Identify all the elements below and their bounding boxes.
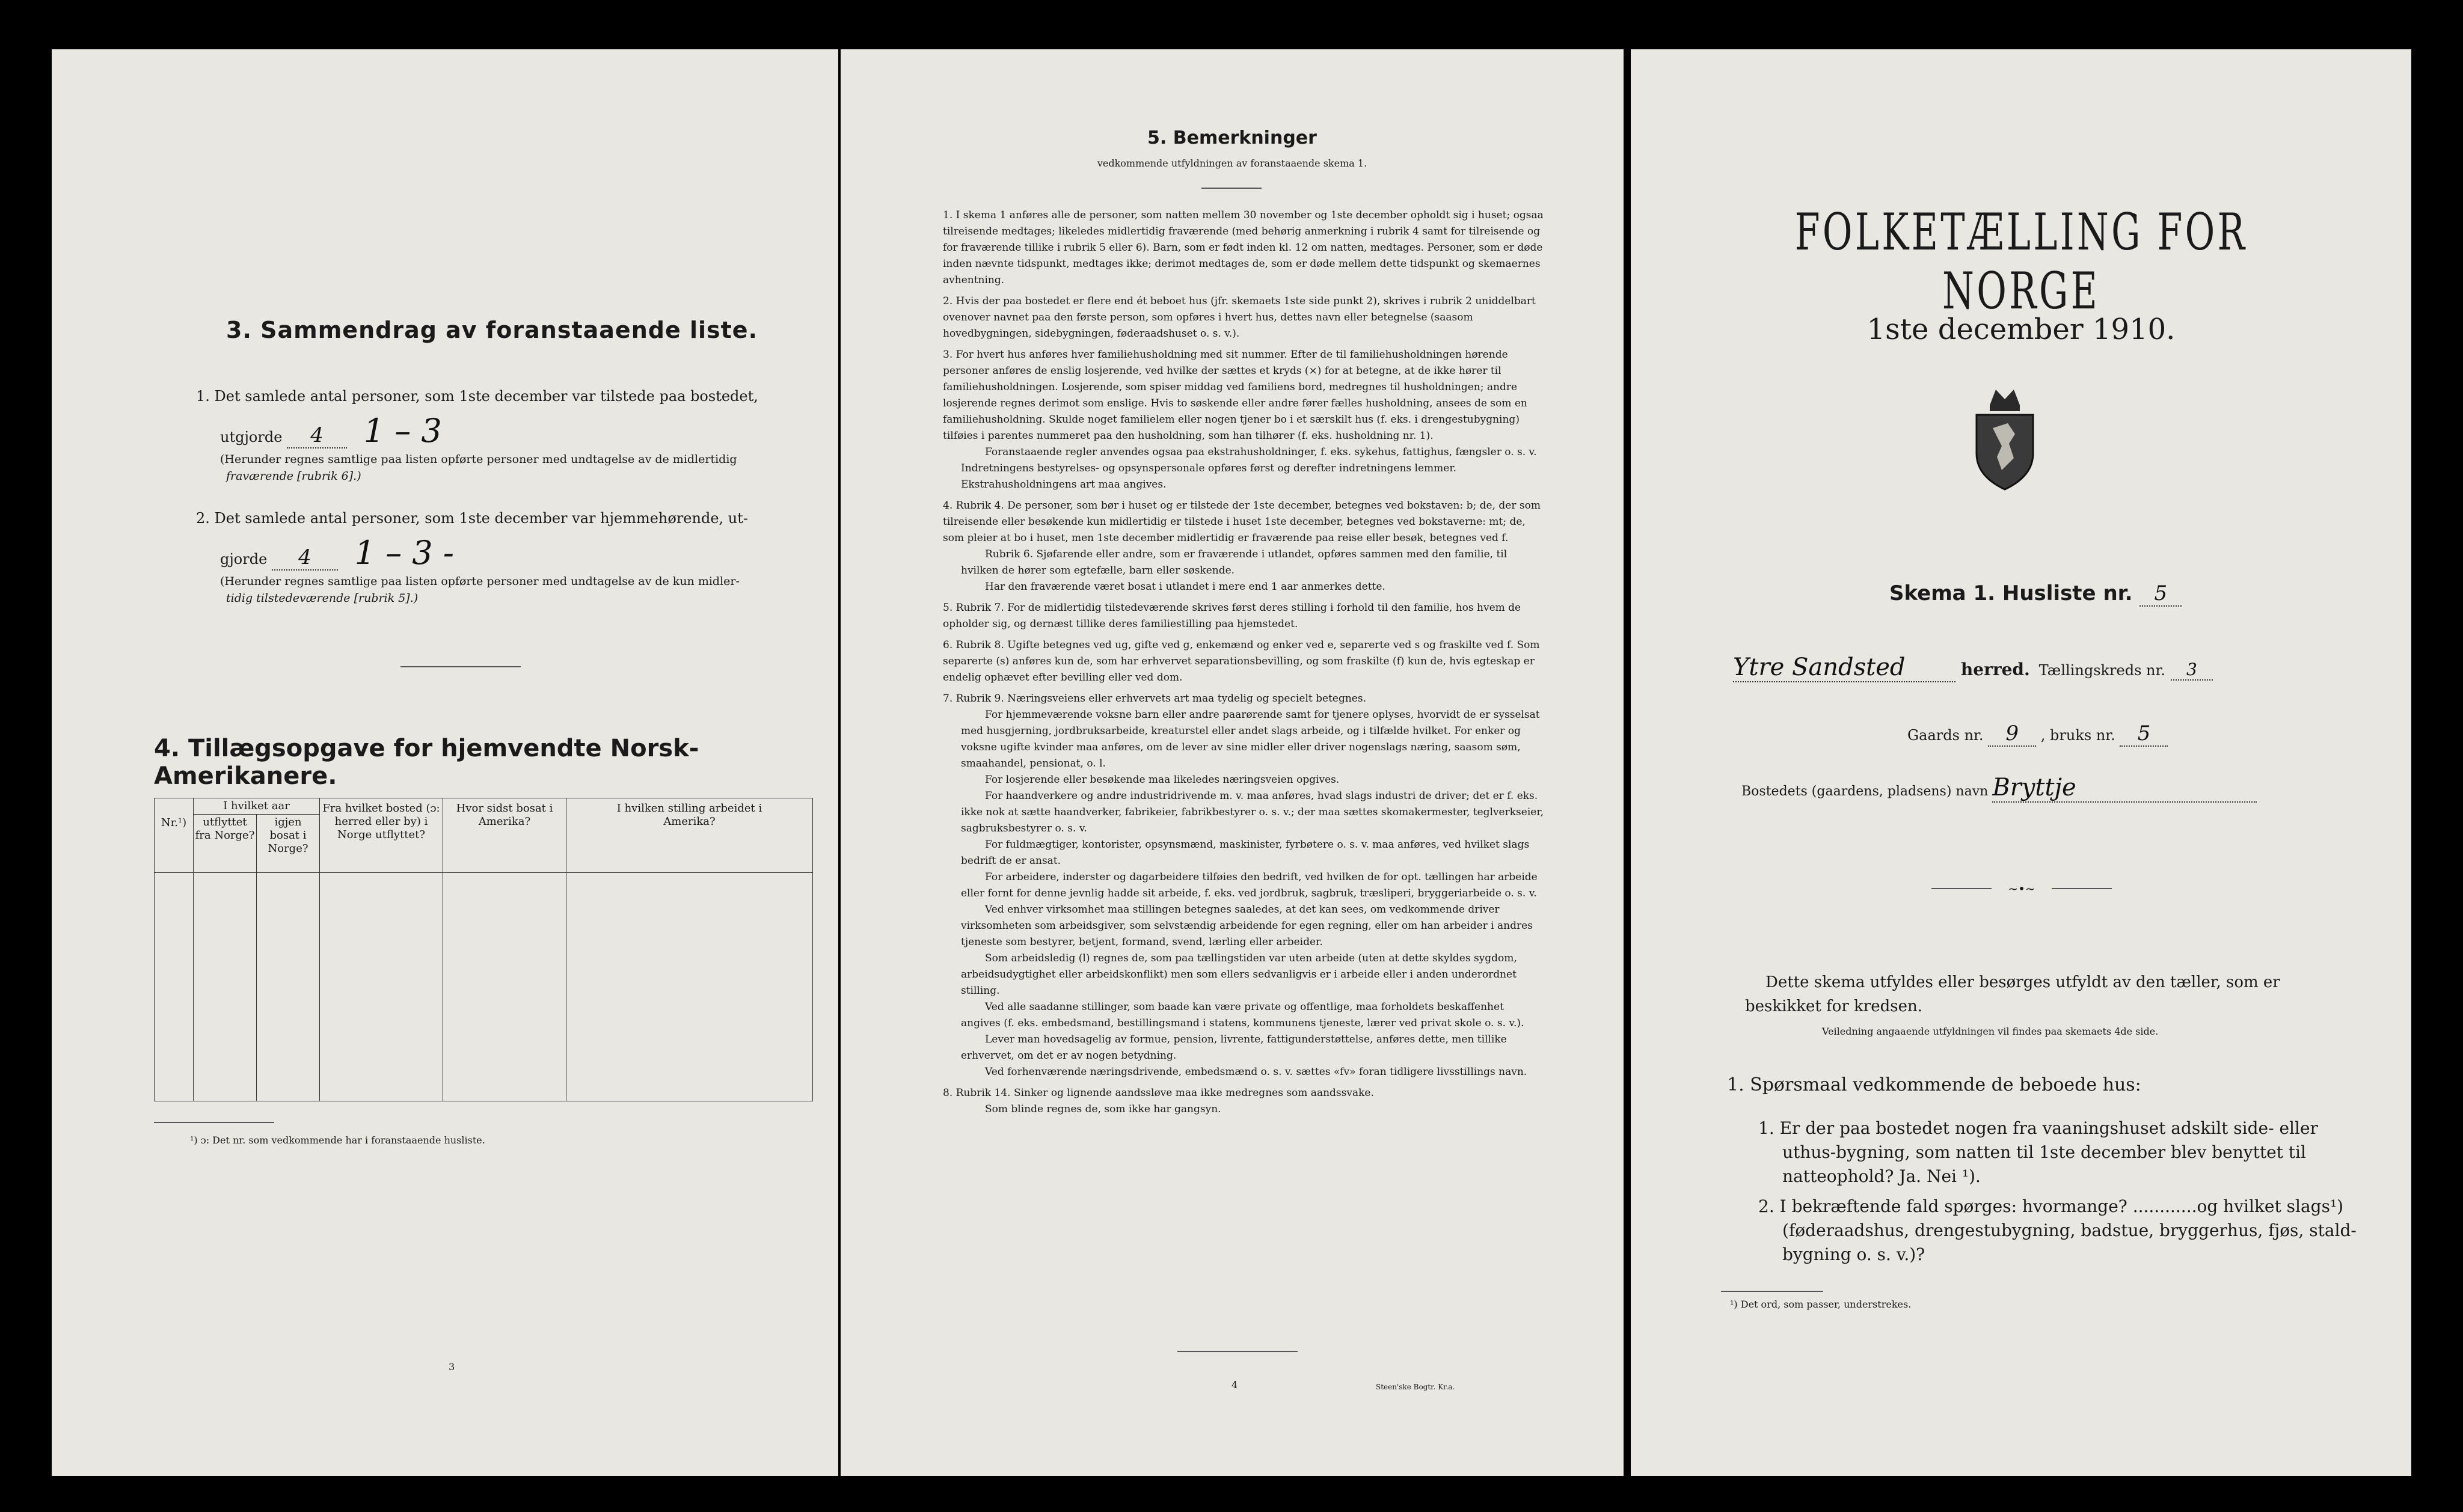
item-1-utgjorde-label: utgjorde (220, 429, 283, 445)
footnote-rule (154, 1122, 274, 1123)
remark-paragraph: Som arbeidsledig (l) regnes de, som paa tællingstiden var uten arbeide (uten at dette skyldes sygdom, arbeidsudygtighet eller arbeidskonflikt) men som ellers sedvanligvis er i arbeide eller i anden underordnet stilling. (961, 952, 1517, 997)
item-2-text: 2. Det samlede antal personer, som 1ste december var hjemmehørende, ut- (196, 510, 748, 527)
header-utflyttet: utflyttet fra Norge? (194, 815, 257, 873)
remarks-subtitle: vedkommende utfyldningen av foranstaaende skema 1. (1097, 158, 1367, 169)
footnote: ¹) Det ord, som passer, understrekes. (1730, 1299, 1912, 1310)
remark-paragraph: Ved enhver virksomhet maa stillingen betegnes saaledes, at det kan sees, om vedkommende driver virksomheten som arbeidsgiver, som selvstændig arbeidende for egen regning, eller om han arbeider i andres tjeneste som bestyrer, betjent, formand, svend, lærling eller arbeider. (961, 904, 1533, 948)
table-cell (257, 873, 320, 1101)
q1-line-3: natteophold? Ja. Nei ¹). (1782, 1166, 1981, 1186)
table-cell (443, 873, 566, 1101)
remark-paragraph: 3. For hvert hus anføres hver familiehusholdning med sit nummer. Efter de til familiehusholdningen hørende personer anføres de enslig losjerende, ved hvilke der sættes et kryds (×) for at betegne, at de ikke hører til familiehusholdningen. Losjerende, som spiser middag ved familiens bord, medregnes til husholdningen; andre losjerende regnes derimot som enslige. Hvis to søskende eller andre fører fælles husholdning, ansees de som en familiehusholdning. Skulde noget familielem eller nogen tjener bo i et særskilt hus (f. eks. i drengestubygning) tilføies i parentes nummeret paa den husholdning, som han tilhører (f. eks. husholdning nr. 1). (943, 349, 1527, 442)
item-2-hand-value-2: 1 – 3 - (354, 534, 455, 572)
table-cell (194, 873, 257, 1101)
item-1-text: 1. Det samlede antal personer, som 1ste december var tilstede paa bostedet, (196, 388, 758, 405)
remark-paragraph: Foranstaaende regler anvendes ogsaa paa ekstrahusholdninger, f. eks. sykehus, fattighus, fængsler o. s. v. Indretningens bestyrelses- og opsynspersonale opføres først og derefter indretningens lemmer. Ekstrahusholdningens art maa angives. (961, 446, 1537, 491)
printer-mark: Steen'ske Bogtr. Kr.a. (1376, 1383, 1455, 1391)
remark-paragraph: Lever man hovedsagelig av formue, pension, livrente, fattigunderstøttelse, anføres dette, men tillike erhvervet, om det er av nogen betydning. (961, 1033, 1507, 1062)
item-1-note-2: fraværende [rubrik 6].) (226, 470, 361, 483)
ornament: ~•~ (1992, 881, 2052, 896)
header-group: I hvilket aar (194, 798, 320, 815)
herred-line (1733, 653, 2334, 682)
remark-paragraph: 4. Rubrik 4. De personer, som bør i huset og er tilstede der 1ste december, betegnes ved bokstaven: b; de, der som tilreisende eller besøkende kun midlertidig er tilstede i huset 1ste december, betegnes ved bokstaverne: mt; de, som pleier at bo i huset, men 1ste december midlertidig er fraværende paa reise eller besøk, betegnes ved f. (943, 500, 1541, 544)
footnote-rule (1721, 1291, 1823, 1292)
item-1-hand-value: 4 (287, 423, 347, 448)
coat-of-arms-icon (1972, 386, 2038, 492)
norsk-amerikanere-table (154, 798, 813, 1101)
husliste-nr: 5 (2139, 581, 2182, 607)
remark-paragraph: For arbeidere, inderster og dagarbeidere tilføies den bedrift, ved hvilken de for opt. tællingen har arbeide eller fornt for denne jevnlig hadde sit arbeide, f. eks. ved jordbruk, sagbruk, træsliperi, bryggeriarbeide o. s. v. (961, 871, 1538, 899)
header-hvor: Hvor sidst bosat i Amerika? (443, 798, 566, 873)
item-2-utgjorde (220, 534, 455, 572)
bosted-line (1741, 774, 2257, 803)
section-3-title: 3. Sammendrag av foranstaaende liste. (226, 317, 758, 343)
skema-line (1889, 581, 2182, 607)
remark-paragraph: Ved forhenværende næringsdrivende, embedsmænd o. s. v. sættes «fv» foran tidligere livsstillings navn. (985, 1066, 1527, 1078)
gaards-line (1907, 721, 2168, 747)
gaards-label: Gaards nr. (1907, 727, 1984, 744)
intro-line-2: beskikket for kredsen. (1745, 997, 1922, 1015)
item-1-utgjorde (220, 412, 442, 450)
bosted-label: Bostedets (gaardens, pladsens) navn (1741, 784, 1989, 799)
intro-note: Veiledning angaaende utfyldningen vil findes paa skemaets 4de side. (1822, 1026, 2159, 1037)
item-2-note-2: tidig tilstedeværende [rubrik 5].) (226, 592, 419, 605)
table-cell (566, 873, 813, 1101)
footnote: ¹) ɔ: Det nr. som vedkommende har i foranstaaende husliste. (190, 1134, 485, 1146)
remark-paragraph: Har den fraværende været bosat i utlandet i mere end 1 aar anmerkes dette. (985, 581, 1385, 593)
remarks-list (943, 203, 1544, 1118)
remark-paragraph: For hjemmeværende voksne barn eller andre paarørende samt for tjenere oplyses, hvorvidt de er sysselsat med husgjerning, jordbruksarbeide, kreaturstel eller andet slags arbeide, og i tilfælde hvilket. For enker og voksne ugifte kvinder maa anføres, om de lever av sine midler eller driver nogenslags næring, saasom søm, smaahandel, pensionat, o. l. (961, 709, 1540, 770)
q1-line-1: 1. Er der paa bostedet nogen fra vaaningshuset adskilt side- eller (1758, 1118, 2318, 1138)
remark-paragraph: For fuldmægtiger, kontorister, opsynsmænd, maskinister, fyrbøtere o. s. v. maa anføres, ved hvilket slags bedrift de er ansat. (961, 839, 1530, 867)
question-heading: 1. Spørsmaal vedkommende de beboede hus: (1727, 1074, 2141, 1095)
herred-label: herred. (1960, 660, 2030, 679)
remark-paragraph: For haandverkere og andre industridrivende m. v. maa anføres, hvad slags industri de driver; det er f. eks. ikke nok at sætte haandverker, fabrikeier, fabrikbestyrer o. s. v.; der maa sættes skomakermester, teglverkseier, sagbruksbestyrer o. s. v. (961, 790, 1544, 834)
remark-paragraph: 7. Rubrik 9. Næringsveiens eller erhvervets art maa tydelig og specielt betegnes. (943, 693, 1366, 705)
divider (1201, 188, 1262, 189)
page-1 (1631, 49, 2411, 1476)
page-4 (841, 49, 1624, 1476)
bruks-label: , bruks nr. (2040, 727, 2115, 744)
table-cell (320, 873, 443, 1101)
item-2-utgjorde-label: gjorde (220, 551, 268, 568)
table-row (155, 873, 813, 1101)
item-1-hand-value-2: 1 – 3 (363, 412, 442, 450)
remark-paragraph: Ved alle saadanne stillinger, som baade kan være private og offentlige, maa forholdets beskaffenhet angives (f. eks. embedsmand, bestillingsmand i statens, kommunens tjeneste, lærer ved privat skole o. s. v.). (961, 1001, 1524, 1029)
divider (1177, 1351, 1298, 1352)
main-title: FOLKETÆLLING FOR NORGE (1794, 203, 2248, 320)
herred-hand: Ytre Sandsted (1733, 653, 1955, 682)
remark-paragraph: For losjerende eller besøkende maa likeledes næringsveien opgives. (985, 774, 1340, 786)
kreds-label: Tællingskreds nr. (2038, 662, 2165, 679)
remark-paragraph: 8. Rubrik 14. Sinker og lignende aandssløve maa ikke medregnes som aandssvake. (943, 1087, 1374, 1099)
bosted-hand: Bryttje (1992, 774, 2257, 803)
header-igjen: igjen bosat i Norge? (257, 815, 320, 873)
divider (400, 666, 521, 667)
skema-label: Skema 1. Husliste nr. (1889, 581, 2133, 605)
bruks-nr: 5 (2120, 721, 2168, 747)
gaards-nr: 9 (1988, 721, 2036, 747)
header-nr: Nr.¹) (155, 798, 194, 873)
intro-line-1: Dette skema utfyldes eller besørges utfyldt av den tæller, som er (1765, 973, 2280, 991)
header-fra: Fra hvilket bosted (ɔ: herred eller by) i Norge utflyttet? (320, 798, 443, 873)
q1-line-2: uthus-bygning, som natten til 1ste december blev benyttet til (1782, 1142, 2306, 1162)
page-3 (52, 49, 838, 1476)
remark-paragraph: 6. Rubrik 8. Ugifte betegnes ved ug, gifte ved g, enkemænd og enker ved e, separerte ved s og fraskilte ved f. Som separerte (s) anføres kun de, som har erhvervet separationsbevilling, og som fraskilte (f) kun de, hvis egteskap er endelig ophævet efter bevilling eller ved dom. (943, 639, 1540, 684)
item-1-note-1: (Herunder regnes samtlige paa listen opførte personer med undtagelse av de midlertidig (220, 453, 737, 466)
q2-line-3: bygning o. s. v.)? (1782, 1244, 1925, 1264)
table-cell (155, 873, 194, 1101)
page-number: 3 (449, 1361, 455, 1373)
remarks-title: 5. Bemerkninger (1147, 127, 1317, 148)
section-4-title: 4. Tillægsopgave for hjemvendte Norsk-Amerikanere. (154, 735, 699, 790)
date-line: 1ste december 1910. (1866, 313, 2176, 346)
remark-paragraph: 5. Rubrik 7. For de midlertidig tilstedeværende skrives først deres stilling i forhold til den familie, hos hvem de opholder sig, og dernæst tillike deres familiestilling paa hjemstedet. (943, 602, 1521, 630)
remark-paragraph: Som blinde regnes de, som ikke har gangsyn. (985, 1103, 1221, 1115)
remark-paragraph: Rubrik 6. Sjøfarende eller andre, som er fraværende i utlandet, opføres sammen med den familie, til hvilken de hører som egtefælle, barn eller søskende. (961, 548, 1508, 577)
q2-line-2: (føderaadshus, drengestubygning, badstue, bryggerhus, fjøs, stald- (1782, 1220, 2357, 1240)
q2-line-1: 2. I bekræftende fald spørges: hvormange? ............og hvilket slags¹) (1758, 1196, 2344, 1216)
page-number: 4 (1232, 1379, 1238, 1391)
header-stilling: I hvilken stilling arbeidet i Amerika? (566, 798, 813, 873)
remark-paragraph: 1. I skema 1 anføres alle de personer, som natten mellem 30 november og 1ste december opholdt sig i huset; ogsaa tilreisende medtages; likeledes midlertidig fraværende (med behørig anmerkning i rubrik 4 samt for tilreisende og for fraværende tillike i rubrik 5 eller 6). Barn, som er født inden kl. 12 om natten, medtages. Personer, som er døde inden nævnte tidspunkt, medtages ikke; derimot medtages de, som er døde mellem dette tidspunkt og skemaernes avhentning. (943, 209, 1544, 286)
item-2-hand-value: 4 (272, 545, 338, 571)
kreds-nr: 3 (2171, 660, 2213, 681)
item-2-note-1: (Herunder regnes samtlige paa listen opførte personer med undtagelse av de kun midler- (220, 575, 740, 588)
remark-paragraph: 2. Hvis der paa bostedet er flere end ét beboet hus (jfr. skemaets 1ste side punkt 2), skrives i rubrik 2 uniddelbart ovenover navnet paa den første person, som opføres i hvert hus, dettes navn eller betegnelse (saasom hovedbygningen, sidebygningen, føderaadshuset o. s. v.). (943, 295, 1536, 340)
